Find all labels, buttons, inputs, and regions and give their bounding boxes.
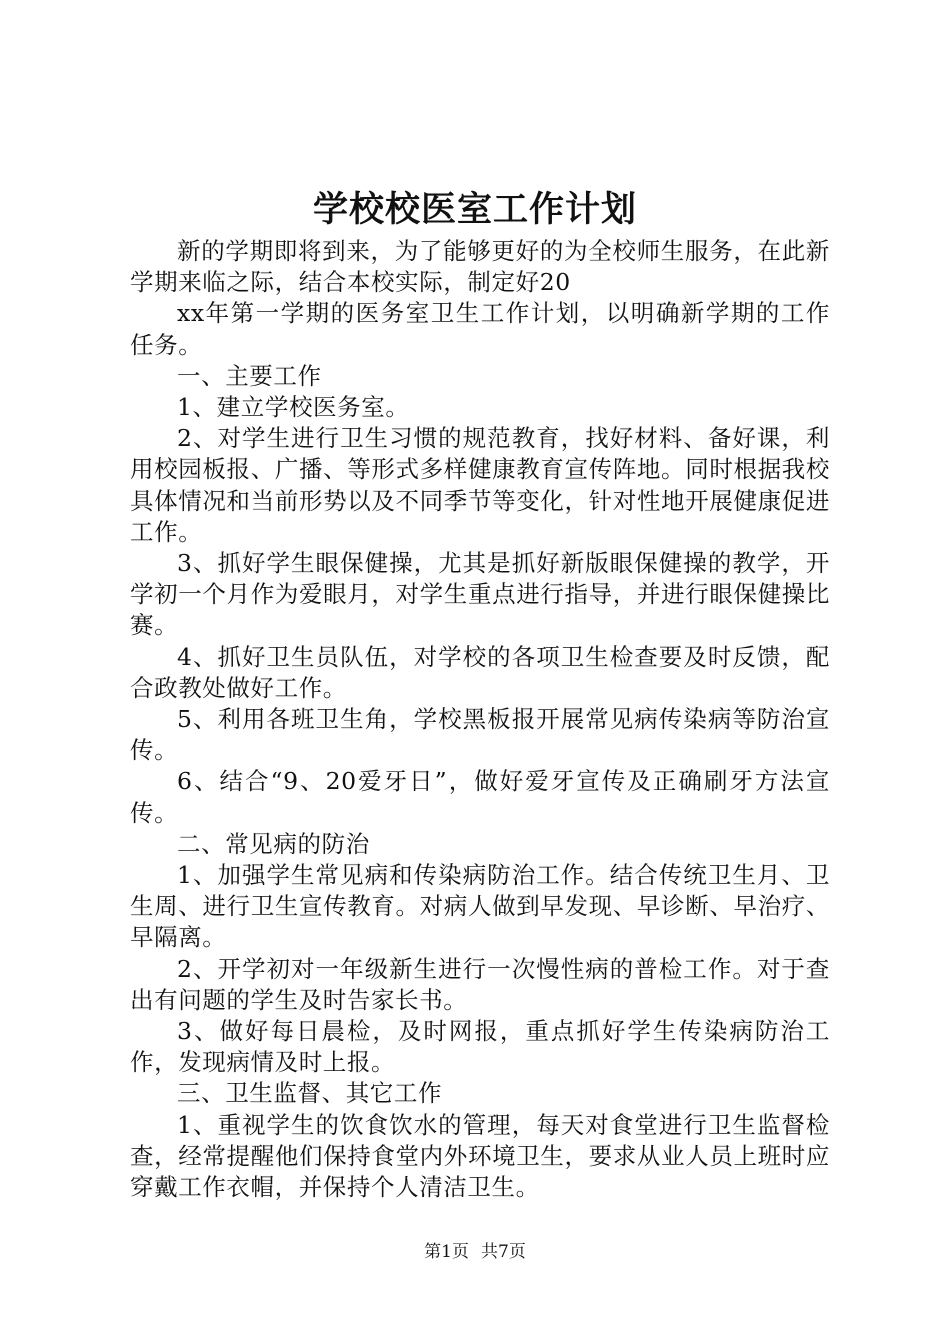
paragraph: 2、对学生进行卫生习惯的规范教育，找好材料、备好课，利用校园板报、广播、等形式多样健康教育宣传阵地。同时根据我校具体情况和当前形势以及不同季节等变化，针对性地开展健康促进工作。 [130, 424, 830, 546]
paragraph: 2、开学初对一年级新生进行一次慢性病的普检工作。对于查出有问题的学生及时告家长书。 [130, 954, 830, 1014]
paragraph: 新的学期即将到来，为了能够更好的为全校师生服务，在此新学期来临之际，结合本校实际，制定好20 [130, 237, 830, 297]
paragraph: 5、利用各班卫生角，学校黑板报开展常见病传染病等防治宣传。 [130, 705, 830, 765]
section-heading: 一、主要工作 [177, 361, 322, 390]
paragraph: 3、做好每日晨检，及时网报，重点抓好学生传染病防治工作，发现病情及时上报。 [130, 1017, 830, 1077]
page-count: 共7页 [481, 1242, 526, 1262]
paragraph: 6、结合“9、20爱牙日”，做好爱牙宣传及正确刷牙方法宣传。 [130, 767, 830, 827]
paragraph: 1、重视学生的饮食饮水的管理，每天对食堂进行卫生监督检查，经常提醒他们保持食堂内外环境卫生，要求从业人员上班时应穿戴工作衣帽，并保持个人清洁卫生。 [130, 1110, 830, 1202]
document-title: 学校校医室工作计划 [312, 189, 637, 230]
section-heading: 二、常见病的防治 [177, 829, 370, 858]
document-body [130, 236, 830, 1203]
paragraph: 1、加强学生常见病和传染病防治工作。结合传统卫生月、卫生周、进行卫生宣传教育。对病人做到早发现、早诊断、早治疗、早隔离。 [130, 861, 830, 952]
paragraph: 1、建立学校医务室。 [177, 393, 410, 422]
section-heading: 三、卫生监督、其它工作 [177, 1079, 443, 1108]
page-footer [0, 1240, 950, 1264]
paragraph: xx年第一学期的医务室卫生工作计划，以明确新学期的工作任务。 [130, 299, 830, 359]
page-number: 第1页 [424, 1242, 469, 1262]
paragraph: 4、抓好卫生员队伍，对学校的各项卫生检查要及时反馈，配合政教处做好工作。 [130, 642, 830, 702]
paragraph: 3、抓好学生眼保健操，尤其是抓好新版眼保健操的教学，开学初一个月作为爱眼月，对学生重点进行指导，并进行眼保健操比赛。 [130, 549, 830, 640]
